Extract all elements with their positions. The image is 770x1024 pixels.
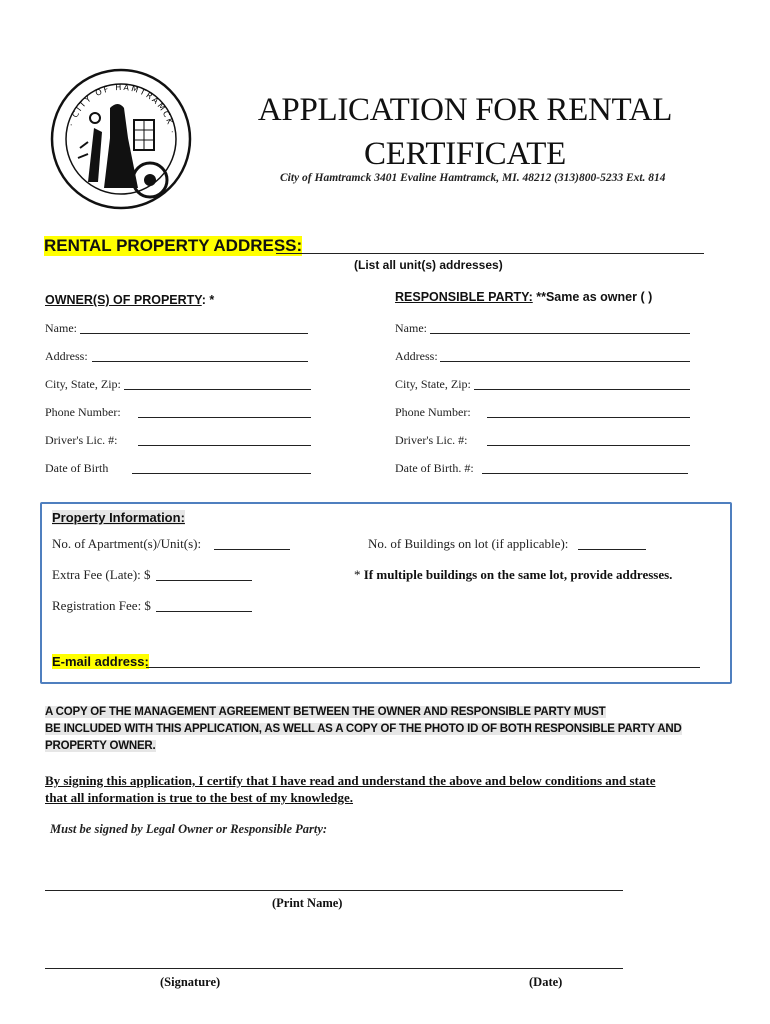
responsible-name-field[interactable] <box>430 333 690 334</box>
owner-phone-field[interactable] <box>138 417 311 418</box>
registration-fee-label: Registration Fee: $ <box>52 598 151 613</box>
responsible-party-heading: RESPONSIBLE PARTY: **Same as owner ( ) <box>395 290 653 304</box>
responsible-address-label: Address: <box>395 349 438 363</box>
owner-license-field[interactable] <box>138 445 311 446</box>
svg-text:· CITY OF HAMTRAMCK ·: · CITY OF HAMTRAMCK · <box>66 82 177 136</box>
registration-fee-field[interactable] <box>156 611 252 612</box>
responsible-license-label: Driver's Lic. #: <box>395 433 468 447</box>
owner-address-label: Address: <box>45 349 88 363</box>
rental-address-note: (List all unit(s) addresses) <box>354 258 503 272</box>
signature-label: (Signature) <box>160 975 221 989</box>
multi-building-note: * If multiple buildings on the same lot, provide addresses. <box>354 567 673 582</box>
responsible-city-label: City, State, Zip: <box>395 377 471 391</box>
signature-field[interactable] <box>45 968 623 969</box>
responsible-city-field[interactable] <box>474 389 690 390</box>
owner-address-field[interactable] <box>92 361 308 362</box>
date-label: (Date) <box>529 975 563 989</box>
rental-address-field[interactable] <box>276 253 704 254</box>
apartments-label: No. of Apartment(s)/Unit(s): <box>52 536 202 551</box>
responsible-dob-label: Date of Birth. #: <box>395 461 474 475</box>
owner-dob-field[interactable] <box>132 473 311 474</box>
owner-city-label: City, State, Zip: <box>45 377 121 391</box>
buildings-label: No. of Buildings on lot (if applicable): <box>368 536 569 551</box>
apartments-field[interactable] <box>214 549 290 550</box>
email-field[interactable] <box>146 667 700 668</box>
responsible-dob-field[interactable] <box>482 473 688 474</box>
owner-phone-label: Phone Number: <box>45 405 121 419</box>
buildings-field[interactable] <box>578 549 646 550</box>
owner-heading: OWNER(S) OF PROPERTY: * <box>45 293 215 307</box>
rental-address-label: RENTAL PROPERTY ADDRESS: <box>44 236 303 255</box>
print-name-label: (Print Name) <box>272 896 343 910</box>
responsible-address-field[interactable] <box>440 361 690 362</box>
responsible-license-field[interactable] <box>487 445 690 446</box>
extra-fee-field[interactable] <box>156 580 252 581</box>
management-agreement-notice: A COPY OF THE MANAGEMENT AGREEMENT BETWEEN THE OWNER AND RESPONSIBLE PARTY MUST BE INCLUDED WITH THIS APPLICATION, AS WELL AS A COPY OF THE PHOTO ID OF BOTH RESPONSIBLE PARTY AND PROPERTY OWNER. <box>45 706 682 752</box>
owner-name-field[interactable] <box>80 333 308 334</box>
signing-instruction: Must be signed by Legal Owner or Responsible Party: <box>50 822 328 836</box>
certification-statement: By signing this application, I certify that I have read and understand the above and below conditions and state that all information is true to the best of my knowledge. <box>45 773 656 805</box>
owner-name-label: Name: <box>45 321 77 335</box>
city-seal-logo <box>50 68 192 210</box>
responsible-phone-label: Phone Number: <box>395 405 471 419</box>
extra-fee-label: Extra Fee (Late): $ <box>52 567 151 582</box>
responsible-phone-field[interactable] <box>487 417 690 418</box>
owner-city-field[interactable] <box>124 389 311 390</box>
owner-dob-label: Date of Birth <box>45 461 109 475</box>
form-title: APPLICATION FOR RENTAL CERTIFICATE <box>257 92 673 172</box>
email-label: E-mail address: <box>52 654 149 669</box>
city-contact-info: City of Hamtramck 3401 Evaline Hamtramck, MI. 48212 (313)800-5233 Ext. 814 <box>280 172 666 184</box>
property-info-heading: Property Information: <box>52 510 185 525</box>
responsible-name-label: Name: <box>395 321 427 335</box>
print-name-field[interactable] <box>45 890 623 891</box>
owner-license-label: Driver's Lic. #: <box>45 433 118 447</box>
